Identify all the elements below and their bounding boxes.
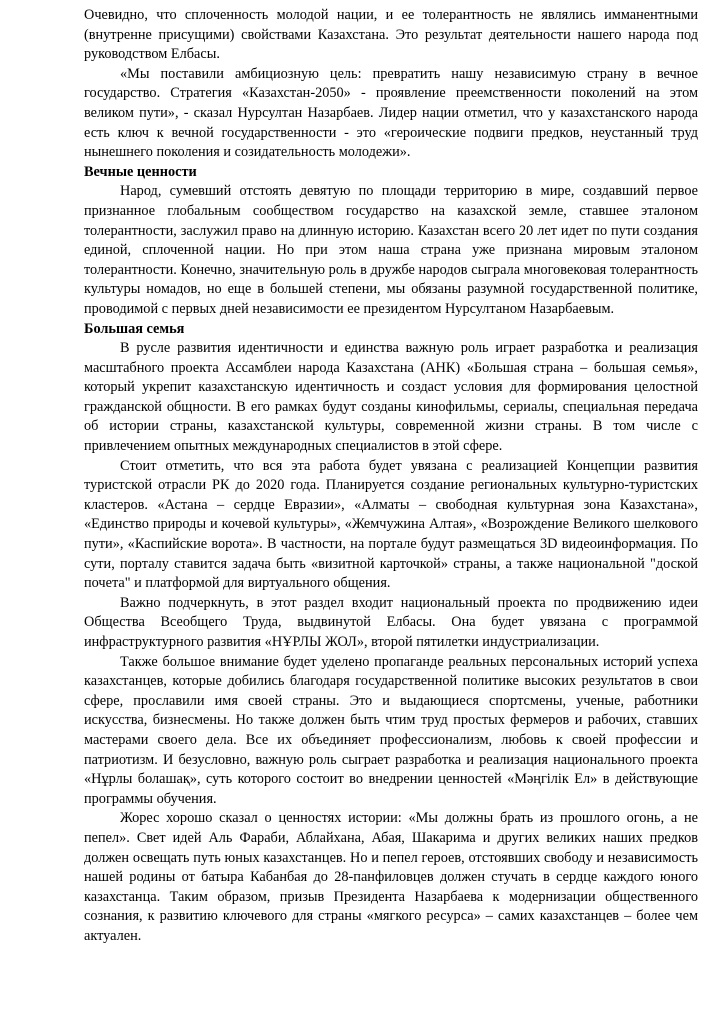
section-heading: Вечные ценности [84,163,197,180]
paragraph: Жорес хорошо сказал о ценностях истории: «Мы должны брать из прошлого огонь, а не пепел». Свет идей Аль Фараби, Аблайхана, Абая, Шакарима и других великих наших предков должен освещать путь юных казахстанцев. Но и пепел героев, отстоявших свободу и независимость нашей родины от батыра Кабанбая до 28-панфиловцев должен стучать в сердце каждого юного казахстанца. Таким образом, призыв Президента Назарбаева к модернизации общественного сознания, к развитию ключевого для страны «мягкого ресурса» – самих казахстанцев – более чем актуален. [84,810,698,944]
paragraph: «Мы поставили амбициозную цель: превратить нашу независимую страну в вечное государство. Стратегия «Казахстан-2050» - проявление преемственности поколений на этом великом пути», - сказал Нурсултан Назарбаев. Лидер нации отметил, что у казахстанского народа есть ключ к вечной государственности - это «героические подвиги предков, неустанный труд нынешнего поколения и созидательность молодежи». [84,65,698,161]
section-heading: Большая семья [84,320,185,337]
paragraph: Важно подчеркнуть, в этот раздел входит национальный проекта по продвижению идеи Общества Всеобщего Труда, выдвинутой Елбасы. Она будет увязана с программой инфраструктурного развития «НҰРЛЫ ЖОЛ», второй пятилетки индустриализации. [84,594,698,650]
paragraph: Народ, сумевший отстоять девятую по площади территорию в мире, создавший первое признанное глобальным сообществом государство на казахской земле, ставшее эталоном толерантности, заслужил право на длинную историю. Казахстан всего 20 лет идет по пути создания единой, сплоченной нации. Но при этом наша страна уже признана мировым эталоном толерантности. Конечно, значительную роль в дружбе народов сыграла многовековая толерантность культуры номадов, но еще в большей степени, мы обязаны разумной государственной политике, проводимой с первых дней независимости ее президентом Нурсултаном Назарбаевым. [84,183,698,317]
paragraph: Очевидно, что сплоченность молодой нации, и ее толерантность не являлись имманентными (внутренне присущими) свойствами Казахстана. Это результат деятельности нашего народа под руководством Елбасы. [84,7,698,63]
paragraph: В русле развития идентичности и единства важную роль играет разработка и реализация масштабного проекта Ассамблеи народа Казахстана (АНК) «Большая страна – большая семья», который укрепит казахстанскую идентичность и создаст условия для формирования целостной гражданской общности. В его рамках будут созданы кинофильмы, сериалы, специальная передача об истории страны, казахстанской культуры, современной жизни страны. В том числе с привлечением опытных международных специалистов в этой сфере. [84,340,698,455]
paragraph: Также большое внимание будет уделено пропаганде реальных персональных историй успеха казахстанцев, которые добились благодаря государственной политике высоких результатов в свои сфере, прославили имя своей страны. Это и выдающиеся спортсмены, ученые, работники искусства, бизнесмены. Но также должен быть чтим труд простых фермеров и рабочих, ставших мастерами своего дела. Все их объединяет профессионализм, любовь к своей профессии и патриотизм. И безусловно, важную роль сыграет разработка и реализация национального проекта «Нұрлы болашақ», суть которого состоит во внедрении ценностей «Мәңгілік Ел» в действующие программы обучения. [84,653,698,807]
paragraph: Стоит отметить, что вся эта работа будет увязана с реализацией Концепции развития туристской отрасли РК до 2020 года. Планируется создание региональных культурно-туристских кластеров. «Астана – сердце Евразии», «Алматы – свободная культурная зона Казахстана», «Единство природы и кочевой культуры», «Жемчужина Алтая», «Возрождение Великого шелкового пути», «Каспийские ворота». В частности, на портале будут размещаться 3D видеоинформация. По сути, порталу ставится задача быть «визитной карточкой» страны, а также национальной "доской почета" и платформой для виртуального общения. [84,457,698,592]
